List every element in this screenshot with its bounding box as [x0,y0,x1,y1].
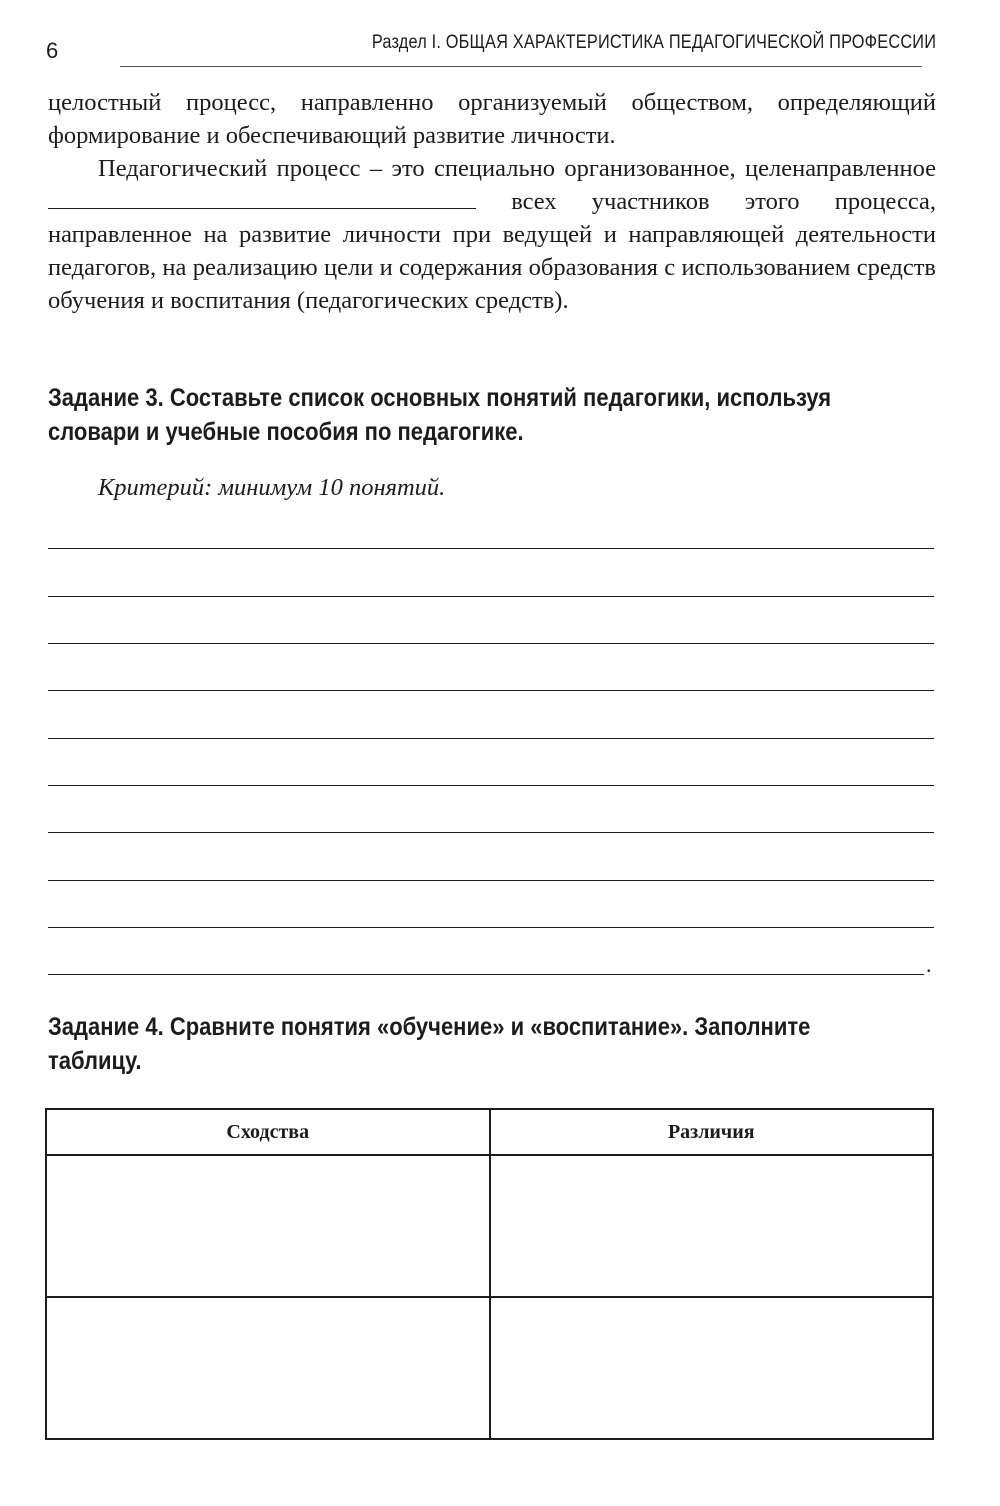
task-3-heading: Задание 3. Составьте список основных понятий педагогики, используя словари и учебные пособия по педагогике. [48,384,832,446]
intro-paragraph-2 [48,152,936,317]
table-cell-similarities[interactable] [46,1155,490,1297]
table-row [46,1297,933,1439]
answer-line[interactable] [48,785,934,786]
end-mark: . [926,952,932,977]
intro-text [48,86,936,317]
comparison-table [45,1108,934,1440]
running-head: Раздел I. ОБЩАЯ ХАРАКТЕРИСТИКА ПЕДАГОГИЧЕСКОЙ ПРОФЕССИИ [371,32,936,53]
column-header-similarities: Сходства [46,1109,490,1155]
answer-line[interactable] [48,738,934,739]
answer-line[interactable] [48,974,924,975]
answer-line[interactable] [48,643,934,644]
paragraph-2-start: Педагогический процесс – это специально организованное, целенаправленное [98,155,936,182]
task-4-heading: Задание 4. Сравните понятия «обучение» и «воспитание». Заполните таблицу. [48,1013,811,1075]
answer-line[interactable] [48,832,934,833]
table-row [46,1155,933,1297]
answer-line[interactable] [48,596,934,597]
table-cell-differences[interactable] [490,1155,934,1297]
intro-paragraph-1: целостный процесс, направленно организуемый обществом, определяющий формирование и обеспечивающий развитие личности. [48,89,936,149]
task-3-criterion: Критерий: минимум 10 понятий. [98,474,446,501]
header-rule [120,66,922,67]
answer-line[interactable] [48,880,934,881]
answer-line[interactable] [48,548,934,549]
table-cell-similarities[interactable] [46,1297,490,1439]
column-header-differences: Различия [490,1109,934,1155]
page-number: 6 [46,38,59,63]
answer-line[interactable] [48,690,934,691]
answer-line[interactable] [48,927,934,928]
paragraph-2-end: всех участников этого процесса, направленное на развитие личности при ведущей и направляющей деятельности педагогов, на реализацию цели и содержания образования с использованием средств обучения и воспитания (педагогических средств). [48,188,937,314]
table-header-row [46,1109,933,1155]
table-cell-differences[interactable] [490,1297,934,1439]
fill-in-blank[interactable] [48,186,476,209]
